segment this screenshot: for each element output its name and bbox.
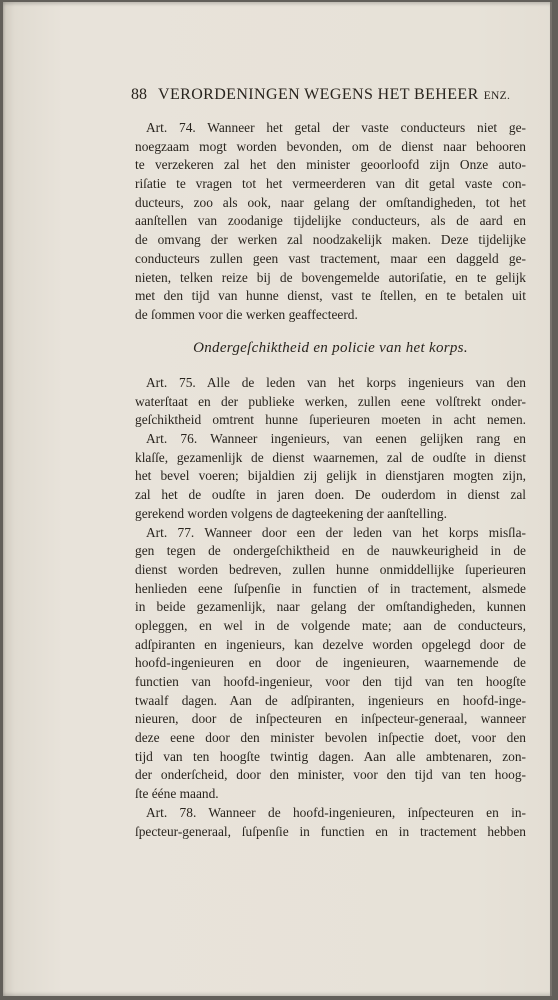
running-head-suffix: ENZ. [483,90,511,102]
articles-75-78 [135,374,526,841]
article-76 [135,430,526,523]
text-line: gerekend worden volgens de dagteekening der aanſtelling. [135,505,447,521]
text-line: tijd van ten hoogſte twintig dagen. Aan alle ambtenaren, zon- [135,748,526,764]
text-line: nieten, telken reize bij de bovengemelde autoriſatie, en te gelijk [135,269,526,285]
text-line: Art. 78. Wanneer de hoofd-ingenieuren, inſpecteuren en in- [146,804,526,820]
article-74 [135,119,526,325]
text-line: te verzekeren zal het den minister geoorloofd zijn Onze auto- [135,157,526,173]
text-line: Art. 76. Wanneer ingenieurs, van eenen gelijken rang en [146,431,526,447]
text-line: waterſtaat en der publieke werken, zullen eene volſtrekt onder- [135,393,526,409]
text-line: gen tegen de ondergeſchiktheid en de nauwkeurigheid in de [135,543,526,559]
article-75 [135,374,526,430]
text-line: noegzaam mogt worden bevonden, om de dienst naar behooren [135,138,526,154]
running-head [131,84,526,106]
section-heading: Ondergeſchiktheid en policie van het korps. [193,340,468,356]
running-head-title: VERORDENINGEN WEGENS HET BEHEER [158,86,479,103]
text-line: in beide gezamenlijk, naar gelang der omſtandigheden, kunnen [135,599,526,615]
text-line: nieuren, door de inſpecteuren en inſpecteur-generaal, wanneer [135,711,526,727]
text-line: der onderſcheid, door den minister, voor den tijd van ten hoog- [135,767,526,783]
text-line: geſchiktheid omtrent hunne ſuperieuren moeten in acht nemen. [135,412,526,428]
text-line: henlieden eene ſuſpenſie in functien of in tractement, alsmede [135,580,526,596]
text-line: zal het de oudſte in jaren doen. De ouderdom in dienst zal [135,487,526,503]
article-78 [135,804,526,841]
text-line: Art. 77. Wanneer door een der leden van het korps misſla- [146,524,526,540]
text-line: met den tijd van hunne dienst, vast te ſtellen, en te betalen uit [135,288,526,304]
text-line: Art. 74. Wanneer het getal der vaste conducteurs niet ge- [146,120,526,135]
text-line: Art. 75. Alle de leden van het korps ingenieurs van den [146,375,526,390]
text-line: deze eene door den minister bevolen inſpectie doet, voor den [135,730,526,746]
text-line: ſpecteur-generaal, ſuſpenſie in functien en in tractement hebben [135,823,526,839]
text-line: functien van hoofd-ingenieur, voor den tijd van ten hoogſte [135,674,526,689]
text-line: ducteurs, zoo als ook, naar gelang der omſtandigheden, tot het [135,194,526,210]
text-line: dienst worden bedreven, zullen hunne onmiddellijke ſuperieuren [135,561,526,577]
text-line: opleggen, en wel in de volgende mate; aan de conducteurs, [135,617,526,633]
page-number: 88 [131,86,147,103]
text-line: ſte ééne maand. [135,786,219,802]
article-77 [135,524,526,804]
text-line: twaalf dagen. Aan de adſpiranten, ingenieurs en hoofd-inge- [135,692,526,708]
text-line: riſatie te vragen tot het vermeerderen van dit getal vaste con- [135,176,526,192]
text-line: klaſſe, gezamenlijk de dienst waarnemen, zal de oudſte in dienst [135,449,526,465]
text-line: aanſtellen van zoodanige tijdelijke conducteurs, als de aard en [135,213,526,229]
text-line: de ſommen voor die werken geaffecteerd. [135,306,358,322]
text-line: adſpiranten en ingenieurs, kan dezelve worden opgelegd door de [135,636,526,652]
text-line: hoofd-ingenieuren en door de ingenieuren, waarnemende de [135,655,526,671]
text-line: conducteurs zullen geen vast tractement, maar een daggeld ge- [135,250,526,266]
text-line: het bevel voeren; bijaldien zij gelijk in dienstjaren mogten zijn, [135,468,526,484]
text-line: de omvang der werken zal noodzakelijk maken. Deze tijdelijke [135,232,526,248]
